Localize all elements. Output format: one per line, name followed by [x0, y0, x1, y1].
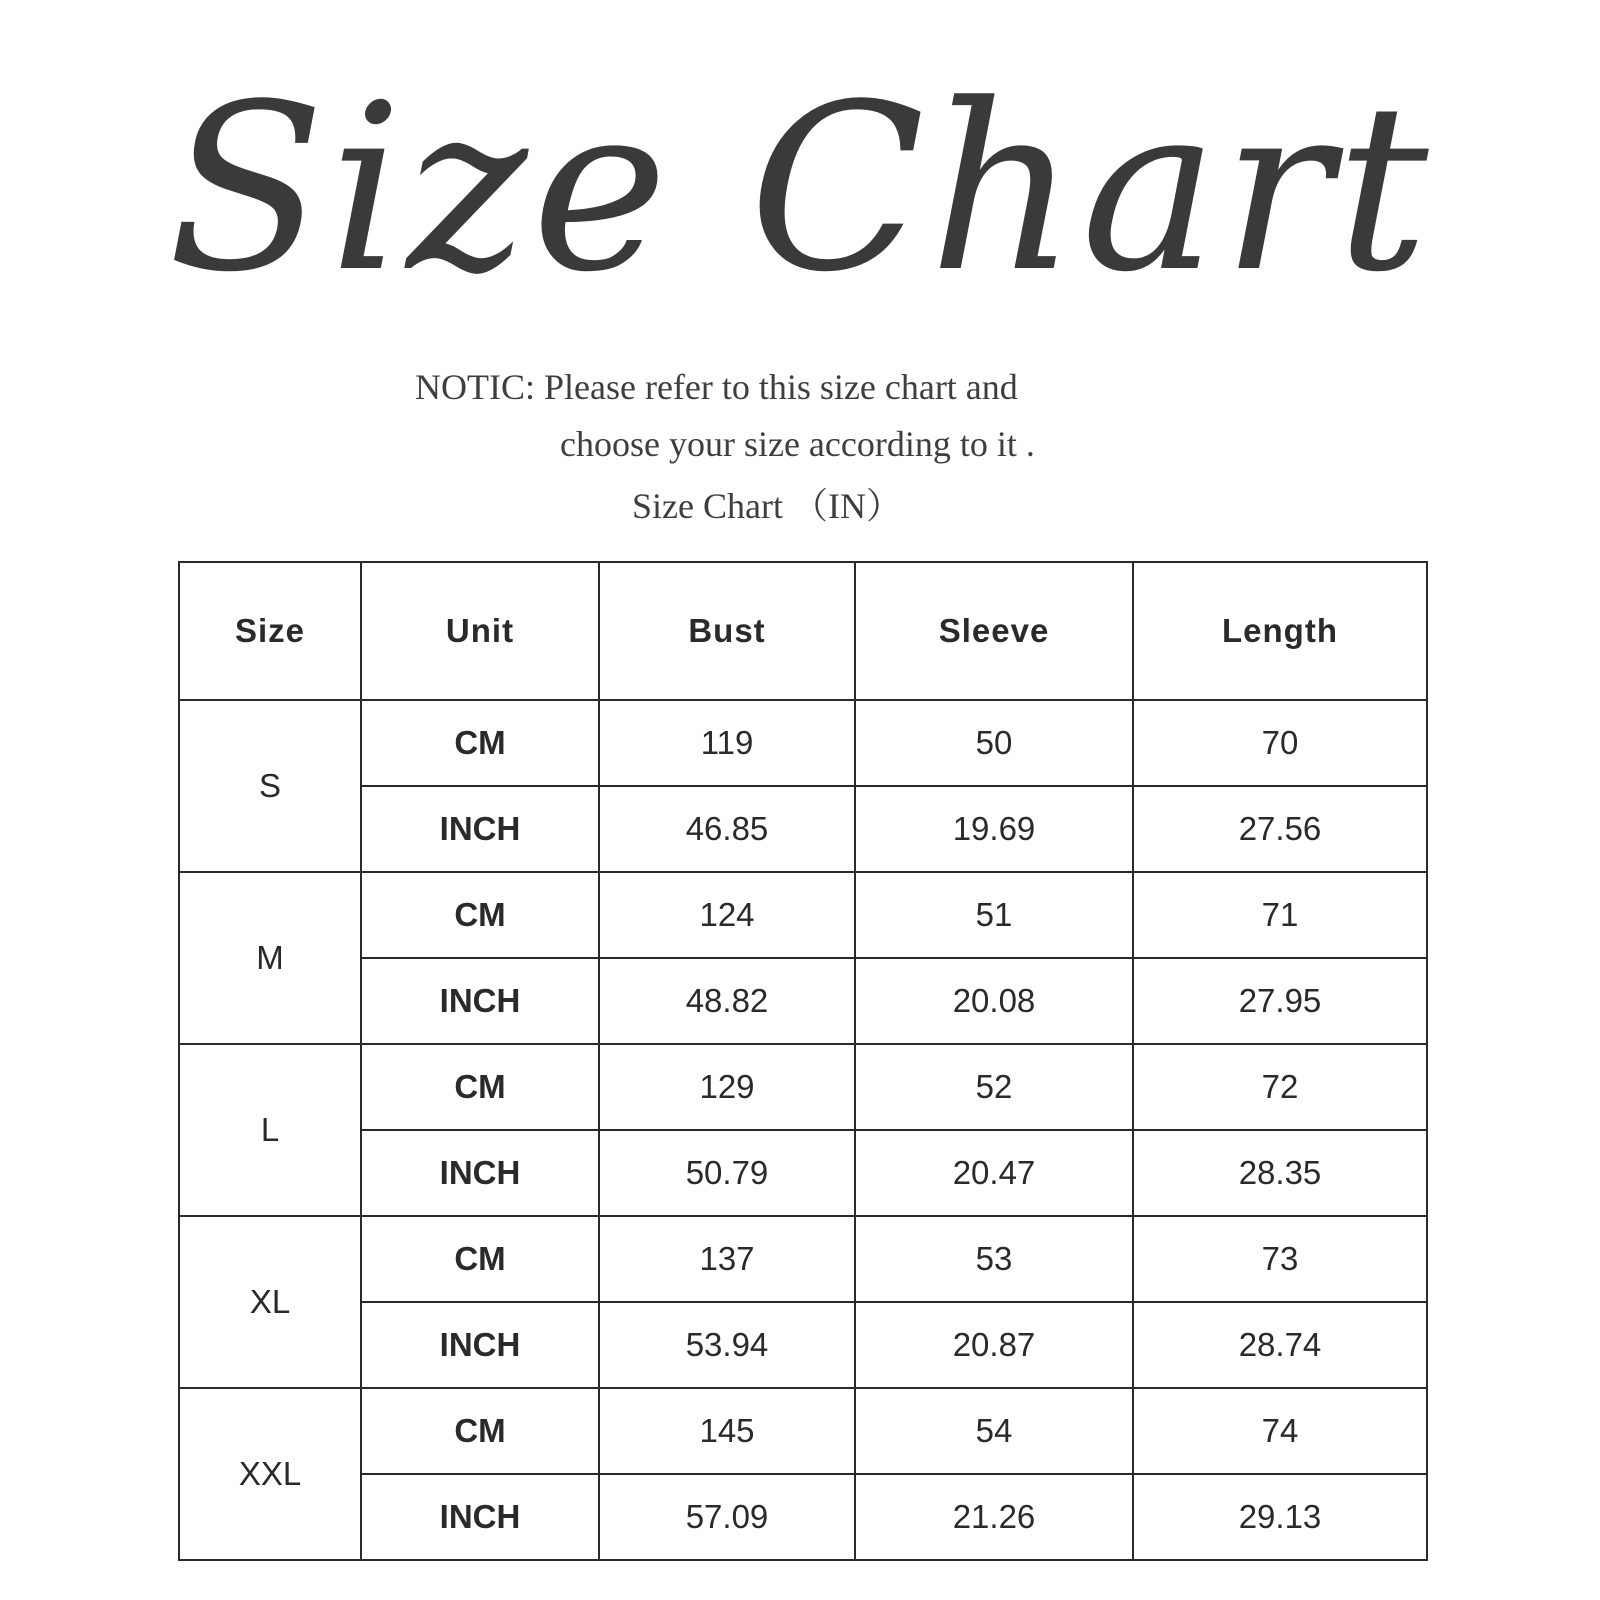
table-row — [179, 958, 1427, 1044]
sleeve-value: 52 — [855, 1044, 1133, 1130]
unit-label: INCH — [361, 1474, 599, 1560]
bust-value: 48.82 — [599, 958, 855, 1044]
table-row — [179, 1388, 1427, 1474]
notice-line-1: NOTIC: Please refer to this size chart and — [415, 367, 1018, 407]
size-label: M — [179, 872, 361, 1044]
notice-line-2: choose your size according to it . — [560, 424, 1035, 464]
table-row — [179, 1130, 1427, 1216]
size-label: XXL — [179, 1388, 361, 1560]
sleeve-value: 20.08 — [855, 958, 1133, 1044]
page-title: Size Chart — [167, 56, 1433, 323]
bust-value: 124 — [599, 872, 855, 958]
sleeve-value: 51 — [855, 872, 1133, 958]
length-value: 27.56 — [1133, 786, 1427, 872]
length-value: 29.13 — [1133, 1474, 1427, 1560]
unit-label: INCH — [361, 786, 599, 872]
sleeve-value: 53 — [855, 1216, 1133, 1302]
unit-label: CM — [361, 700, 599, 786]
bust-value: 145 — [599, 1388, 855, 1474]
length-value: 73 — [1133, 1216, 1427, 1302]
unit-label: INCH — [361, 1130, 599, 1216]
table-row — [179, 1474, 1427, 1560]
table-row — [179, 872, 1427, 958]
length-value: 70 — [1133, 700, 1427, 786]
unit-label: CM — [361, 1216, 599, 1302]
bust-value: 129 — [599, 1044, 855, 1130]
sleeve-value: 19.69 — [855, 786, 1133, 872]
sleeve-value: 20.87 — [855, 1302, 1133, 1388]
unit-label: CM — [361, 872, 599, 958]
length-value: 28.74 — [1133, 1302, 1427, 1388]
unit-label: INCH — [361, 1302, 599, 1388]
sleeve-value: 21.26 — [855, 1474, 1133, 1560]
header-bust: Bust — [599, 562, 855, 700]
size-label: S — [179, 700, 361, 872]
header-unit: Unit — [361, 562, 599, 700]
bust-value: 119 — [599, 700, 855, 786]
size-label: L — [179, 1044, 361, 1216]
header-sleeve: Sleeve — [855, 562, 1133, 700]
table-row — [179, 1302, 1427, 1388]
bust-value: 137 — [599, 1216, 855, 1302]
sleeve-value: 50 — [855, 700, 1133, 786]
length-value: 27.95 — [1133, 958, 1427, 1044]
bust-value: 53.94 — [599, 1302, 855, 1388]
unit-label: INCH — [361, 958, 599, 1044]
length-value: 28.35 — [1133, 1130, 1427, 1216]
table-caption: Size Chart （IN） — [632, 486, 902, 526]
bust-value: 50.79 — [599, 1130, 855, 1216]
table-row — [179, 786, 1427, 872]
table-row — [179, 700, 1427, 786]
size-label: XL — [179, 1216, 361, 1388]
length-value: 72 — [1133, 1044, 1427, 1130]
bust-value: 57.09 — [599, 1474, 855, 1560]
table-row — [179, 1216, 1427, 1302]
length-value: 71 — [1133, 872, 1427, 958]
unit-label: CM — [361, 1044, 599, 1130]
table-header-row — [179, 562, 1427, 700]
unit-label: CM — [361, 1388, 599, 1474]
table-row — [179, 1044, 1427, 1130]
length-value: 74 — [1133, 1388, 1427, 1474]
size-chart-table — [178, 561, 1428, 1561]
sleeve-value: 20.47 — [855, 1130, 1133, 1216]
header-length: Length — [1133, 562, 1427, 700]
bust-value: 46.85 — [599, 786, 855, 872]
header-size: Size — [179, 562, 361, 700]
sleeve-value: 54 — [855, 1388, 1133, 1474]
